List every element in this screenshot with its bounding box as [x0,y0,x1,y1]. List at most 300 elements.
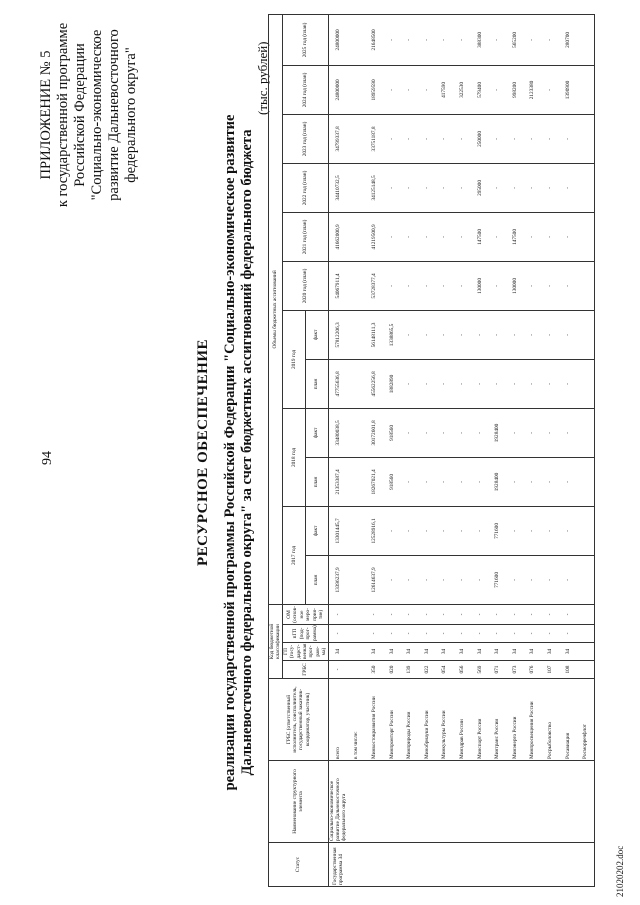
row-value: - [453,163,471,212]
row-grbs: Минприроды России [401,679,419,761]
row-code-gp: 34 [418,643,436,661]
row-name [365,761,383,843]
row-value: - [506,506,524,555]
row-value: - [401,163,419,212]
row-grbs: Минэнерго России [506,679,524,761]
row-code-grbs: 569 [471,661,489,679]
header-year-2020: 2020 год (план) [282,261,328,310]
row-status [471,843,489,887]
resource-table [268,14,595,887]
table-row [506,14,524,886]
row-value: - [401,65,419,114]
row-grbs: Минобрнауки России [418,679,436,761]
row-value: - [559,114,577,163]
row-value [577,163,595,212]
row-name [401,761,419,843]
row-code-pgp: - [524,625,542,643]
header-name: Наименование структурного элемента [269,761,329,843]
row-status [365,843,383,887]
row-value [348,114,366,163]
row-value: - [489,65,507,114]
header-year-2022: 2022 год (план) [282,163,328,212]
table-row [489,14,507,886]
row-value: - [541,261,559,310]
row-value: - [418,65,436,114]
header-fact: факт [305,408,328,457]
row-value: - [453,457,471,506]
row-value [348,408,366,457]
row-value: - [436,114,454,163]
row-value: - [489,114,507,163]
row-value: 34799337,8 [328,114,348,163]
document-subtitle [222,20,256,885]
row-value: - [506,114,524,163]
header-code-group: Код бюджетной классификации [269,604,283,678]
row-value: - [401,555,419,604]
row-code-pgp: - [559,625,577,643]
row-value: - [383,261,401,310]
row-code-om: - [365,604,383,624]
row-code-pgp: - [383,625,401,643]
header-volume-group: Объемы бюджетных ассигнований [269,14,283,604]
row-grbs: Минтранс России [489,679,507,761]
row-status [577,843,595,887]
row-value: - [489,212,507,261]
header-status: Статус [269,843,329,887]
row-value: 295000 [471,163,489,212]
row-code-grbs: 054 [436,661,454,679]
appendix-line: "Социально-экономическое [89,29,105,201]
row-code-pgp: - [401,625,419,643]
row-code-om: - [524,604,542,624]
document-code: 21020202.doc [615,845,625,897]
row-value: 21353387,4 [328,457,348,506]
row-code-pgp: - [471,625,489,643]
row-status [436,843,454,887]
row-value: - [453,359,471,408]
row-value: - [524,114,542,163]
row-value: - [489,359,507,408]
row-code-gp: 34 [383,643,401,661]
row-code-om: - [471,604,489,624]
units-label: (тыс. рублей) [255,41,270,115]
row-value: - [506,408,524,457]
row-code-gp: 34 [559,643,577,661]
row-status [524,843,542,887]
row-status [348,843,366,887]
row-value [577,14,595,65]
row-value: - [506,457,524,506]
row-value: - [524,261,542,310]
table-row [524,14,542,886]
row-code-pgp: - [418,625,436,643]
row-value [348,14,366,65]
row-value: 24800000 [328,14,348,65]
row-value: - [559,408,577,457]
subtitle-line: реализации государственной программы Российской Федерации "Социально-экономическое развитие [222,114,238,791]
row-value [348,310,366,359]
table-body [328,14,595,886]
row-name: Социально-экономическое развитие Дальневосточного федерального округа [328,761,348,843]
header-plan: план [305,457,328,506]
row-value: 280700 [559,14,577,65]
row-status [489,843,507,887]
row-value: 53728377,4 [365,261,383,310]
row-code-grbs: 350 [365,661,383,679]
row-value: - [436,555,454,604]
header-grbs: ГРБС (ответственный исполнитель, соисполнитель, государственный заказчик-координатор, участник) [269,679,329,761]
row-status [453,843,471,887]
row-value: - [401,310,419,359]
row-value: - [401,408,419,457]
row-code-gp: 34 [489,643,507,661]
row-code-grbs: 108 [559,661,577,679]
row-value: 56148111,3 [365,310,383,359]
row-value: - [524,359,542,408]
row-grbs: Минвостокразвития России [365,679,383,761]
row-value: - [559,457,577,506]
row-value: 579400 [471,65,489,114]
row-value [348,65,366,114]
row-value: - [541,212,559,261]
header-year-2021: 2021 год (план) [282,212,328,261]
row-value: 54067911,4 [328,261,348,310]
row-value: - [559,163,577,212]
row-value: - [506,555,524,604]
row-value: - [401,14,419,65]
row-name [577,761,595,843]
table-row [541,14,559,886]
row-value: 1928400 [489,457,507,506]
table-row [348,14,366,886]
row-grbs: Минздрав России [453,679,471,761]
row-code-pgp: - [328,625,348,643]
row-value: - [418,359,436,408]
row-value: - [436,14,454,65]
row-value [577,212,595,261]
row-value: - [383,65,401,114]
row-value: - [401,114,419,163]
row-value [348,506,366,555]
row-value: - [436,506,454,555]
row-code-grbs: 022 [418,661,436,679]
row-value: 998200 [506,65,524,114]
header-fact: факт [305,506,328,555]
row-value: 13396237,9 [328,555,348,604]
row-code-gp: 34 [328,643,348,661]
row-value: - [524,408,542,457]
row-code-grbs: 139 [401,661,419,679]
row-name [453,761,471,843]
row-value [577,359,595,408]
row-value: - [541,14,559,65]
row-value: - [383,163,401,212]
row-value: - [383,212,401,261]
row-status [559,843,577,887]
row-value: - [471,506,489,555]
row-grbs: Минкультуры России [436,679,454,761]
row-status [383,843,401,887]
row-value: - [471,555,489,604]
row-value: - [506,163,524,212]
row-grbs: всего [328,679,348,761]
row-value: - [524,506,542,555]
appendix-line: развитие Дальневосточного [106,29,122,201]
row-value: - [541,65,559,114]
row-value: - [506,310,524,359]
row-value: 18267021,4 [365,457,383,506]
row-value: - [471,359,489,408]
row-value: - [418,114,436,163]
row-code-pgp: - [436,625,454,643]
row-value: - [541,555,559,604]
row-value: - [436,359,454,408]
table-row [418,14,436,886]
row-value: 41219500,9 [365,212,383,261]
row-value: - [418,408,436,457]
row-value: - [436,457,454,506]
row-value: - [471,408,489,457]
row-value: 250000 [471,114,489,163]
row-code-om: - [436,604,454,624]
row-name [506,761,524,843]
row-value: - [524,14,542,65]
row-value: 130000 [471,261,489,310]
row-value: 130000 [506,261,524,310]
header-code-gp: ГП (госу-дарст-венная прог-рам-ма) [282,643,328,659]
row-code-om [348,604,366,624]
row-value: - [401,359,419,408]
row-status [418,843,436,887]
row-value: - [541,457,559,506]
row-value: 24800000 [328,65,348,114]
row-code-pgp: - [365,625,383,643]
row-value: 1338865,5 [383,310,401,359]
row-value: 13301445,7 [328,506,348,555]
row-value: 322530 [453,65,471,114]
row-code-pgp [577,625,595,643]
table-row [559,14,577,886]
row-grbs: Минпросвещения России [524,679,542,761]
row-code-grbs: 071 [489,661,507,679]
row-grbs: Росморречфлот [577,679,595,761]
row-code-gp: 34 [453,643,471,661]
row-value: - [524,212,542,261]
row-value: - [471,457,489,506]
row-value [577,261,595,310]
row-value: - [559,212,577,261]
header-year-2017: 2017 год [282,506,305,604]
row-code-om: - [383,604,401,624]
row-name [436,761,454,843]
row-value: - [506,359,524,408]
row-value: - [436,163,454,212]
appendix-line: ПРИЛОЖЕНИЕ № 5 [38,50,54,180]
row-name [541,761,559,843]
row-value: - [559,261,577,310]
row-value: - [541,114,559,163]
row-value: 918560 [383,408,401,457]
row-value [577,408,595,457]
row-value: 12528916,1 [365,506,383,555]
row-value: - [524,310,542,359]
row-name [489,761,507,843]
row-value: 918560 [383,457,401,506]
row-value: - [453,310,471,359]
row-code-gp: 34 [541,643,559,661]
header-code-om: ОМ (основ-ное меро-прия-тие) [282,604,328,624]
document-title: РЕСУРСНОЕ ОБЕСПЕЧЕНИЕ [195,338,211,567]
row-code-gp: 34 [524,643,542,661]
subtitle-line: Дальневосточного федерального округа" за счет бюджетных ассигнований федерального бюджета [239,129,255,776]
appendix-header [38,15,140,215]
row-code-om: - [418,604,436,624]
row-value: - [559,310,577,359]
table-row [453,14,471,886]
row-value: - [541,359,559,408]
table-row [577,14,595,886]
row-value: - [524,457,542,506]
row-value: - [383,114,401,163]
row-value: 57812206,3 [328,310,348,359]
row-value [348,261,366,310]
row-value: - [418,212,436,261]
row-value: - [401,261,419,310]
row-grbs: Минспорт России [471,679,489,761]
row-code-pgp: - [453,625,471,643]
row-value [577,555,595,604]
row-code-om: - [559,604,577,624]
row-value [348,555,366,604]
row-value: 2123380 [524,65,542,114]
row-code-grbs: 020 [383,661,401,679]
row-status [541,843,559,887]
header-plan: план [305,555,328,604]
row-value: 1882890 [383,359,401,408]
row-value [577,310,595,359]
row-value: 34410732,5 [328,163,348,212]
row-value [577,506,595,555]
row-value: - [489,310,507,359]
row-value: - [418,163,436,212]
row-value: - [453,506,471,555]
row-value: 12614637,9 [365,555,383,604]
appendix-line: федерального округа" [123,47,139,183]
table-row [383,14,401,886]
row-code-om: - [328,604,348,624]
row-code-grbs: - [328,661,348,679]
row-value: - [453,14,471,65]
row-code-grbs: 107 [541,661,559,679]
row-code-pgp: - [541,625,559,643]
row-value: 30172601,8 [365,408,383,457]
row-code-grbs: 076 [524,661,542,679]
header-year-2024: 2024 год (план) [282,65,328,114]
row-value: - [418,310,436,359]
header-year-2025: 2025 год (план) [282,14,328,65]
row-value: - [418,555,436,604]
row-value: 47755636,8 [328,359,348,408]
row-code-gp: 34 [471,643,489,661]
row-value: 1390900 [559,65,577,114]
row-code-grbs [577,661,595,679]
row-value: 771600 [489,506,507,555]
row-value [577,65,595,114]
row-code-gp: 34 [365,643,383,661]
row-value: - [436,408,454,457]
row-grbs: Минпромторг России [383,679,401,761]
row-value: 41662000,9 [328,212,348,261]
row-code-om [577,604,595,624]
row-code-gp: 34 [436,643,454,661]
row-value: - [383,555,401,604]
appendix-line: Российской Федерации [72,43,88,187]
row-code-grbs: 073 [506,661,524,679]
row-name [524,761,542,843]
row-code-om: - [453,604,471,624]
row-value: - [541,163,559,212]
row-value: - [418,506,436,555]
header-code-pgp: пГП (под-прог-рамма) [282,625,328,643]
row-value: - [559,506,577,555]
appendix-line: к государственной программе [55,22,71,208]
row-value: - [401,212,419,261]
row-value: 34125148,5 [365,163,383,212]
row-value [577,114,595,163]
row-value: - [401,506,419,555]
row-value: - [489,261,507,310]
row-name [348,761,366,843]
row-name [471,761,489,843]
row-code-pgp: - [506,625,524,643]
row-value: - [541,506,559,555]
row-value: 147500 [506,212,524,261]
row-name [418,761,436,843]
row-value: - [453,408,471,457]
row-value [348,359,366,408]
row-code-pgp [348,625,366,643]
row-value: 147500 [471,212,489,261]
header-year-2018: 2018 год [282,408,305,506]
row-value: - [489,14,507,65]
table-row [328,14,348,886]
header-fact: факт [305,310,328,359]
row-value [348,457,366,506]
row-value: - [383,506,401,555]
header-year-2023: 2023 год (план) [282,114,328,163]
row-value: - [436,310,454,359]
row-value: - [418,14,436,65]
page-number: 94 [40,451,55,465]
header-code-grbs: ГРБС [282,661,328,679]
row-value: 33751187,8 [365,114,383,163]
row-code-gp: 34 [506,643,524,661]
row-code-gp [348,643,366,661]
row-value: - [524,163,542,212]
row-value: 417590 [436,65,454,114]
row-code-gp: 34 [401,643,419,661]
row-value: - [541,310,559,359]
header-year-2019: 2019 год [282,310,305,408]
row-value: - [559,359,577,408]
row-value: - [471,310,489,359]
row-value: - [453,114,471,163]
row-value: 18959590 [365,65,383,114]
row-code-om: - [506,604,524,624]
row-value: - [559,555,577,604]
row-value [348,163,366,212]
row-code-pgp: - [489,625,507,643]
